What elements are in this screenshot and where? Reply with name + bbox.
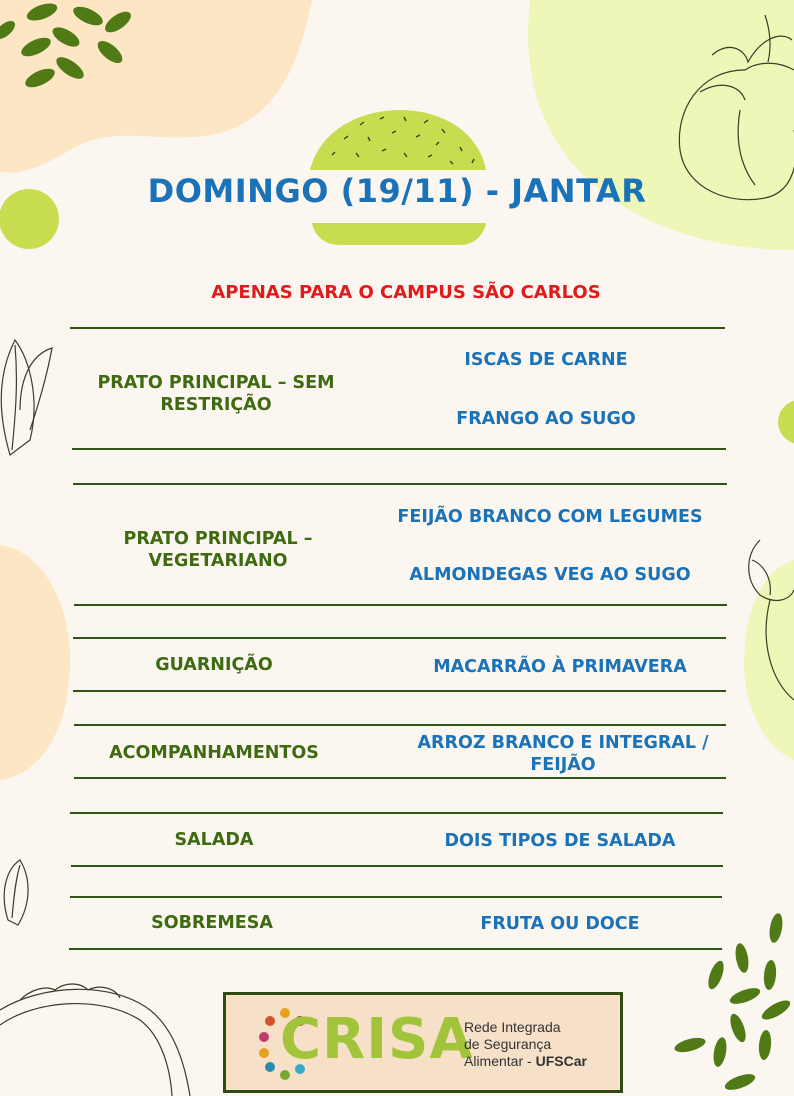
divider-line bbox=[73, 637, 726, 639]
crisa-logo-box bbox=[223, 992, 623, 1093]
menu-label-accompaniments: ACOMPANHAMENTOS bbox=[109, 743, 319, 763]
divider-line bbox=[74, 724, 726, 726]
logo-caption-text: Alimentar - bbox=[464, 1053, 536, 1069]
divider-line bbox=[73, 690, 726, 692]
divider-line bbox=[74, 777, 726, 779]
divider-line bbox=[71, 865, 723, 867]
divider-line bbox=[69, 948, 722, 950]
logo-caption-ufscar: UFSCar bbox=[535, 1053, 587, 1069]
divider-line bbox=[72, 448, 726, 450]
menu-item: FEIJÃO BRANCO COM LEGUMES bbox=[397, 507, 703, 527]
crisa-logo-caption bbox=[464, 1019, 587, 1070]
crisa-logo-word: CRISA bbox=[280, 1007, 474, 1072]
menu-item: MACARRÃO À PRIMAVERA bbox=[433, 657, 687, 677]
page-title: DOMINGO (19/11) - JANTAR bbox=[147, 172, 647, 210]
divider-line bbox=[74, 604, 727, 606]
menu-item: FRANGO AO SUGO bbox=[456, 409, 636, 429]
menu-item: ALMONDEGAS VEG AO SUGO bbox=[409, 565, 691, 585]
menu-label-salad: SALADA bbox=[174, 830, 254, 850]
menu-item: FRUTA OU DOCE bbox=[480, 914, 640, 934]
menu-item: DOIS TIPOS DE SALADA bbox=[444, 831, 676, 851]
divider-line bbox=[70, 896, 722, 898]
menu-label-main-vegetarian: PRATO PRINCIPAL – VEGETARIANO bbox=[123, 529, 313, 571]
menu-label-side: GUARNIÇÃO bbox=[155, 655, 273, 675]
campus-notice: APENAS PARA O CAMPUS SÃO CARLOS bbox=[211, 282, 601, 303]
menu-item: ARROZ BRANCO E INTEGRAL / FEIJÃO bbox=[417, 733, 709, 775]
logo-caption-line bbox=[464, 1053, 587, 1070]
divider-line bbox=[73, 483, 727, 485]
logo-caption-line: Rede Integrada bbox=[464, 1019, 561, 1035]
menu-item: ISCAS DE CARNE bbox=[464, 350, 628, 370]
menu-label-main-no-restriction: PRATO PRINCIPAL – SEM RESTRIÇÃO bbox=[97, 373, 335, 415]
divider-line bbox=[70, 812, 723, 814]
logo-caption-line: de Segurança bbox=[464, 1036, 552, 1052]
menu-label-dessert: SOBREMESA bbox=[151, 913, 273, 933]
divider-line bbox=[70, 327, 725, 329]
